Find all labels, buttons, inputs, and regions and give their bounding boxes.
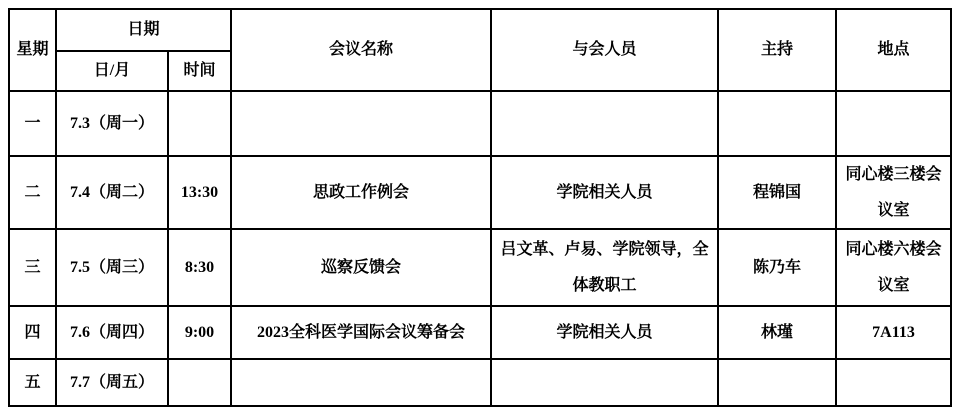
cell-attendees: 学院相关人员 xyxy=(491,306,718,359)
meeting-schedule-table-container xyxy=(8,8,952,407)
cell-host xyxy=(718,91,836,156)
cell-date: 7.3（周一） xyxy=(56,91,168,156)
meeting-schedule-table xyxy=(8,8,952,407)
cell-attendees: 吕文革、卢易、学院领导，全体教职工 xyxy=(491,229,718,306)
header-location: 地点 xyxy=(836,9,951,91)
header-day-month: 日/月 xyxy=(56,51,168,91)
cell-location xyxy=(836,359,951,406)
cell-location: 同心楼六楼会议室 xyxy=(836,229,951,306)
header-row-top xyxy=(9,9,951,51)
cell-weekday: 三 xyxy=(9,229,56,306)
header-date-group: 日期 xyxy=(56,9,231,51)
table-row-tuesday xyxy=(9,156,951,229)
cell-time: 8:30 xyxy=(168,229,231,306)
cell-location: 同心楼三楼会议室 xyxy=(836,156,951,229)
table-row-monday xyxy=(9,91,951,156)
table-row-friday xyxy=(9,359,951,406)
cell-attendees: 学院相关人员 xyxy=(491,156,718,229)
table-row-wednesday xyxy=(9,229,951,306)
cell-date: 7.4（周二） xyxy=(56,156,168,229)
header-meeting-name: 会议名称 xyxy=(231,9,491,91)
header-host: 主持 xyxy=(718,9,836,91)
header-weekday: 星期 xyxy=(9,9,56,91)
cell-meeting xyxy=(231,359,491,406)
cell-weekday: 一 xyxy=(9,91,56,156)
cell-date: 7.7（周五） xyxy=(56,359,168,406)
cell-time: 13:30 xyxy=(168,156,231,229)
cell-meeting xyxy=(231,91,491,156)
cell-location xyxy=(836,91,951,156)
cell-meeting: 思政工作例会 xyxy=(231,156,491,229)
header-time: 时间 xyxy=(168,51,231,91)
cell-host: 程锦国 xyxy=(718,156,836,229)
cell-meeting: 2023全科医学国际会议筹备会 xyxy=(231,306,491,359)
cell-host: 陈乃车 xyxy=(718,229,836,306)
table-row-thursday xyxy=(9,306,951,359)
cell-weekday: 五 xyxy=(9,359,56,406)
cell-time: 9:00 xyxy=(168,306,231,359)
cell-location: 7A113 xyxy=(836,306,951,359)
cell-attendees xyxy=(491,359,718,406)
cell-host: 林瑾 xyxy=(718,306,836,359)
cell-time xyxy=(168,359,231,406)
cell-meeting: 巡察反馈会 xyxy=(231,229,491,306)
cell-attendees xyxy=(491,91,718,156)
cell-date: 7.5（周三） xyxy=(56,229,168,306)
cell-weekday: 二 xyxy=(9,156,56,229)
cell-time xyxy=(168,91,231,156)
header-attendees: 与会人员 xyxy=(491,9,718,91)
cell-date: 7.6（周四） xyxy=(56,306,168,359)
cell-host xyxy=(718,359,836,406)
cell-weekday: 四 xyxy=(9,306,56,359)
